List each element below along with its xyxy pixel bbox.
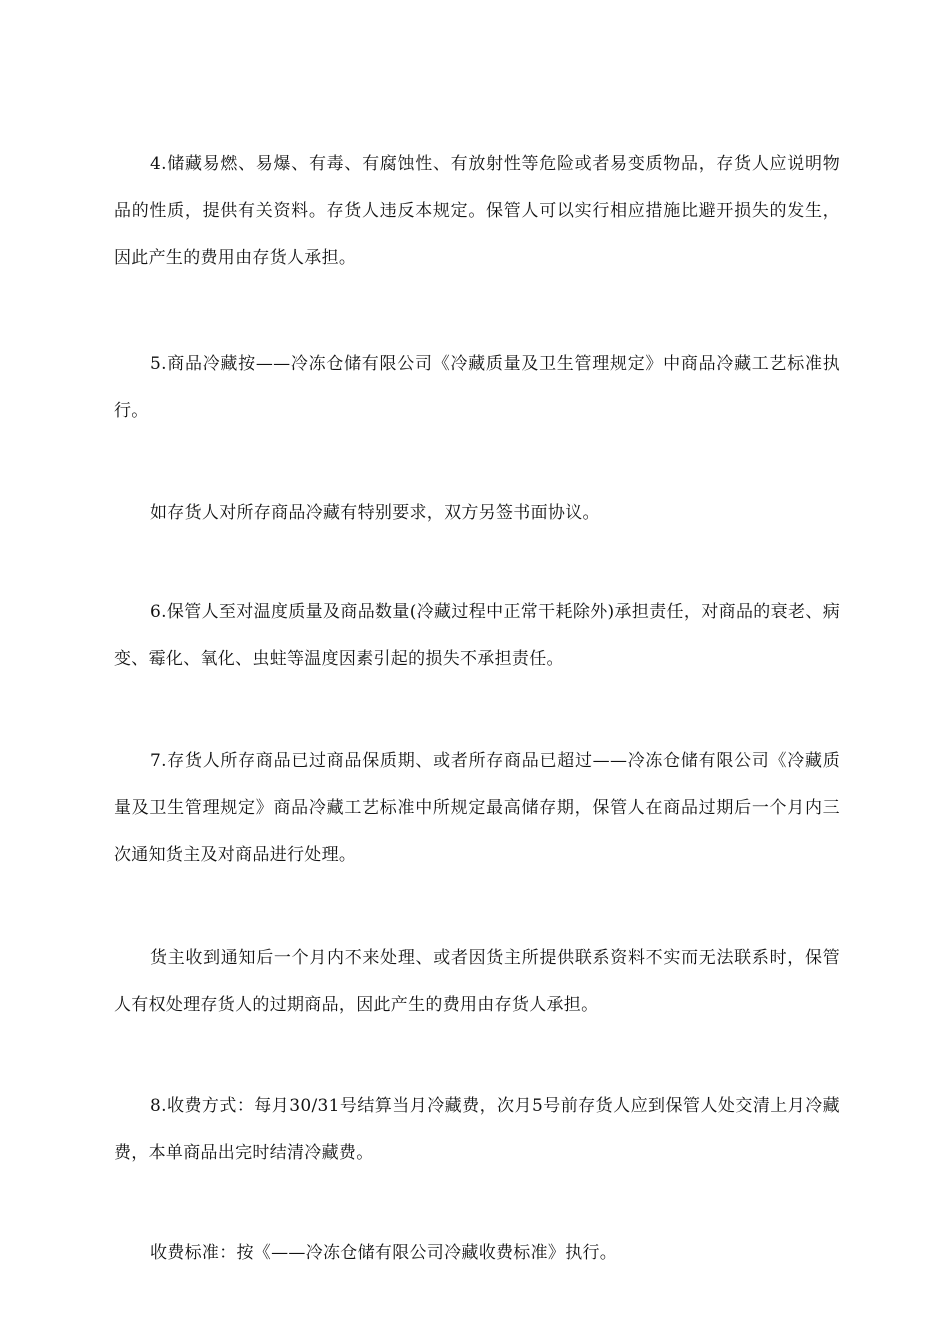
paragraph-clause-6: 6.保管人至对温度质量及商品数量(冷藏过程中正常干耗除外)承担责任，对商品的衰老、病变、霉化、氧化、虫蛀等温度因素引起的损失不承担责任。: [114, 602, 840, 669]
paragraph-clause-5: 5.商品冷藏按——冷冻仓储有限公司《冷藏质量及卫生管理规定》中商品冷藏工艺标准执行。: [114, 354, 840, 421]
paragraph-clause-8: 8.收费方式：每月30/31号结算当月冷藏费，次月5号前存货人应到保管人处交清上月冷藏费，本单商品出完时结清冷藏费。: [114, 1096, 840, 1163]
paragraph-clause-7: 7.存货人所存商品已过商品保质期、或者所存商品已超过——冷冻仓储有限公司《冷藏质量及卫生管理规定》商品冷藏工艺标准中所规定最高储存期，保管人在商品过期后一个月内三次通知货主及对商品进行处理。: [114, 751, 840, 865]
paragraph-fee-standard: 收费标准：按《——冷冻仓储有限公司冷藏收费标准》执行。: [150, 1243, 618, 1263]
paragraph-clause-4: 4.储藏易燃、易爆、有毒、有腐蚀性、有放射性等危险或者易变质物品，存货人应说明物品的性质，提供有关资料。存货人违反本规定。保管人可以实行相应措施比避开损失的发生，因此产生的费用由存货人承担。: [114, 154, 840, 268]
paragraph-special-requirements: 如存货人对所存商品冷藏有特别要求，双方另签书面协议。: [150, 503, 600, 523]
paragraph-expired-goods-handling: 货主收到通知后一个月内不来处理、或者因货主所提供联系资料不实而无法联系时，保管人有权处理存货人的过期商品，因此产生的费用由存货人承担。: [114, 948, 840, 1015]
